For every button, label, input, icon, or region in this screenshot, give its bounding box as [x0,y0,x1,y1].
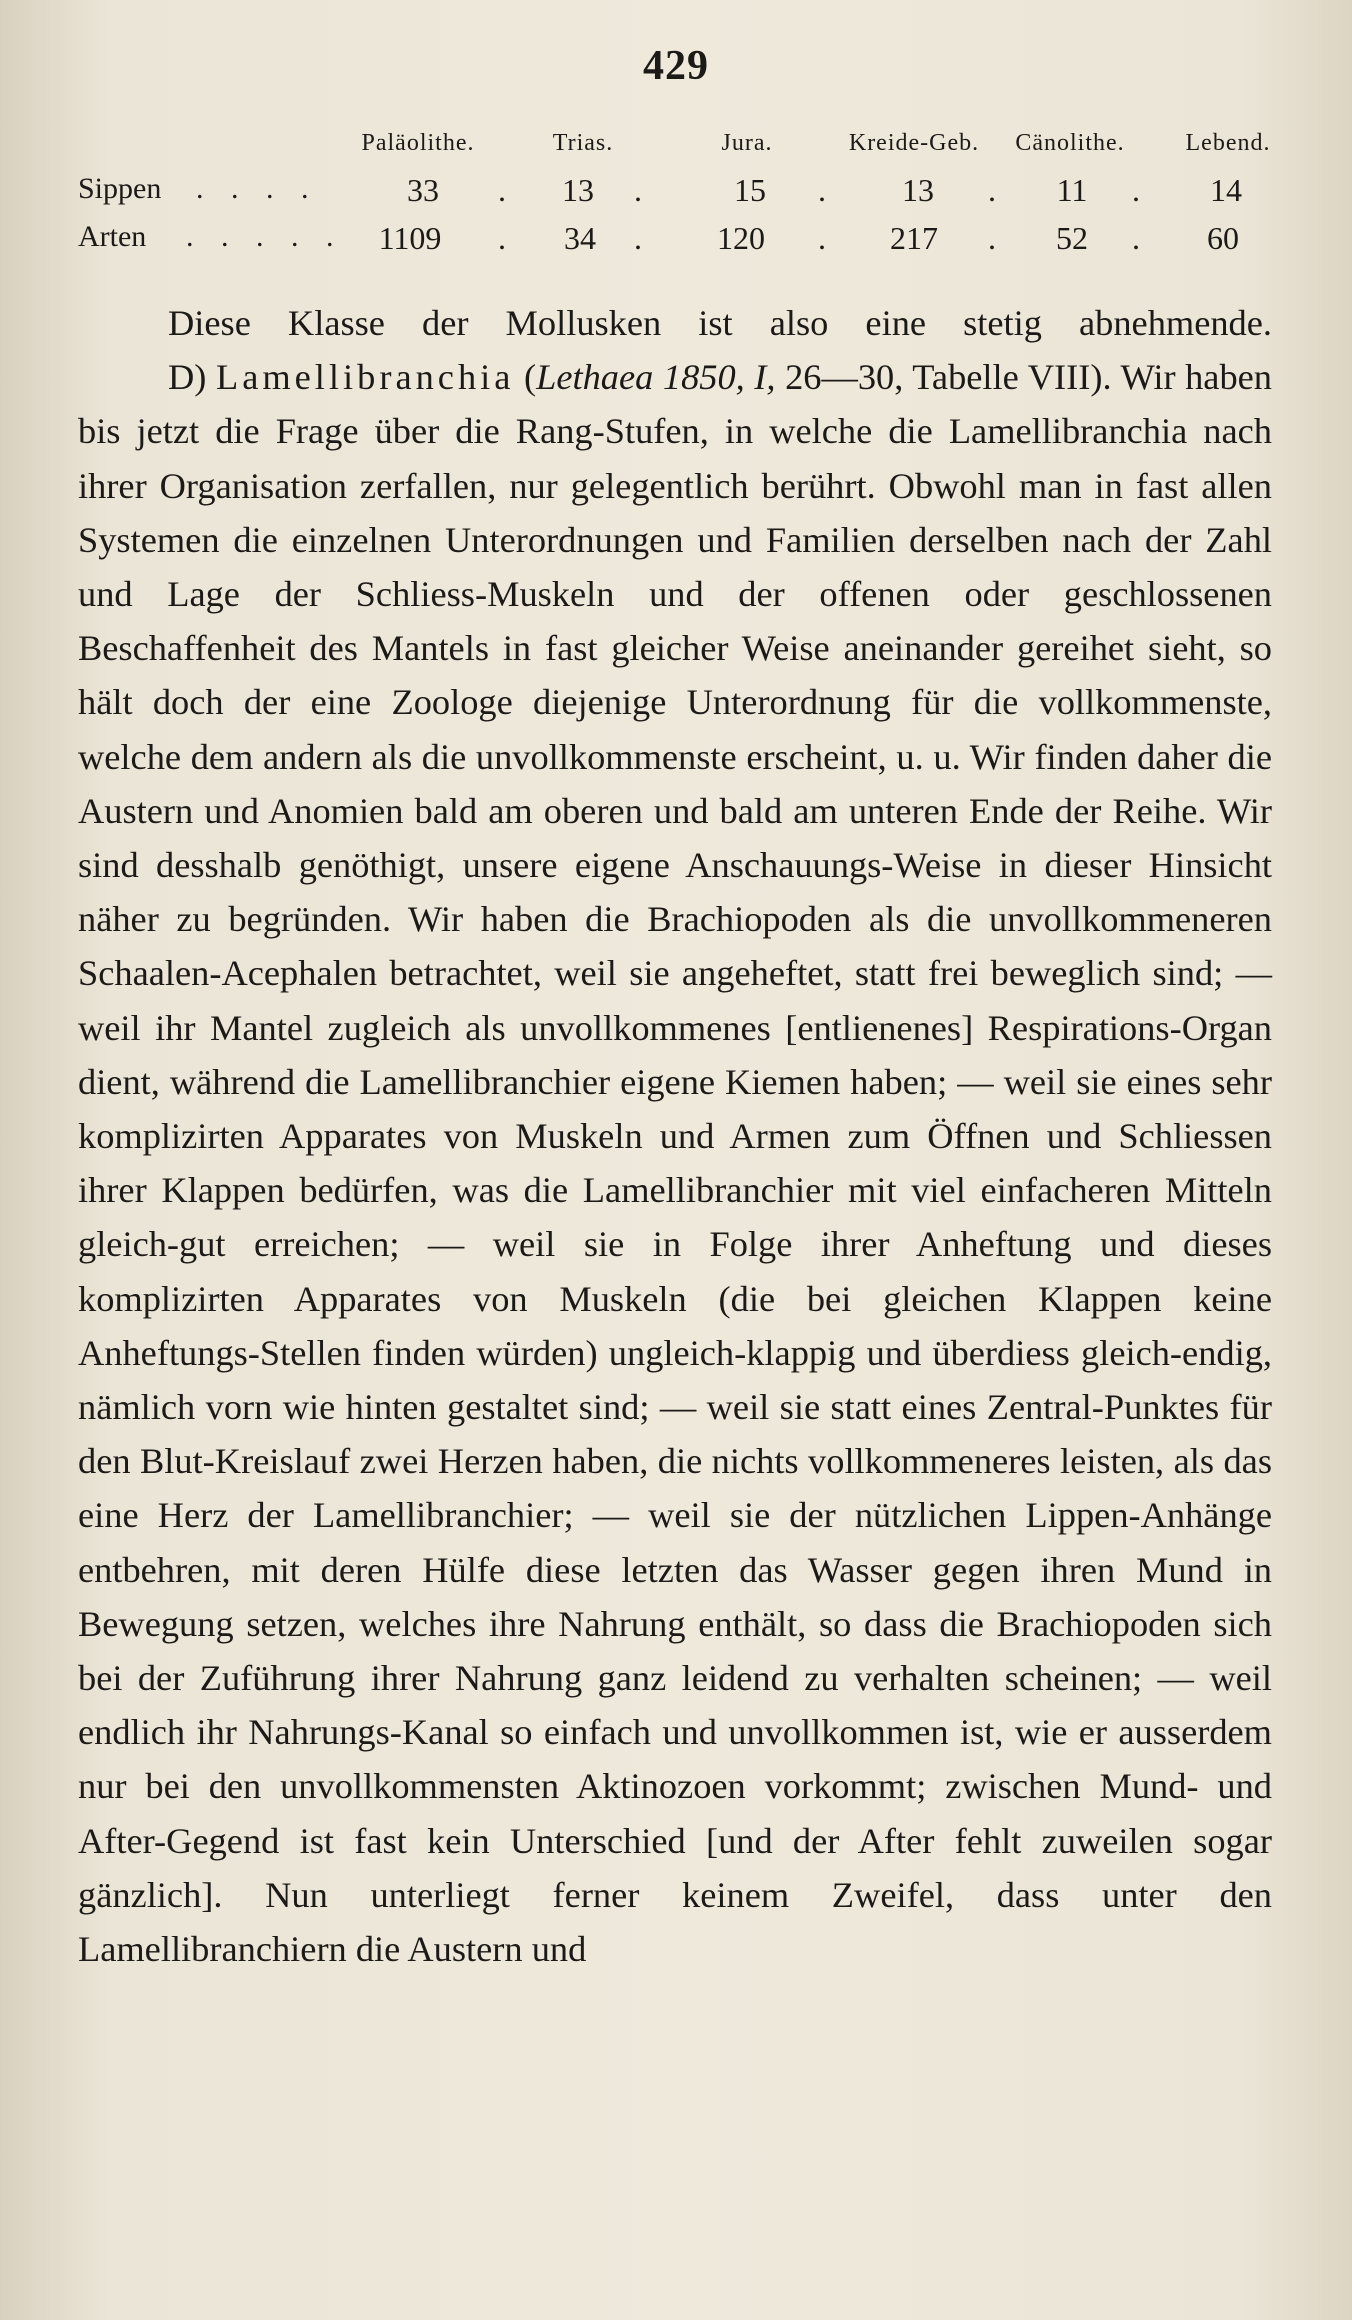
row-label-sippen: Sippen [78,172,162,205]
table-cell: 1109 [378,220,442,256]
table-cell: 52 [1056,220,1088,256]
table-cell: 13 [902,172,934,208]
cell-separator: . [818,220,826,256]
column-header-jura: Jura. [721,130,773,156]
cell-separator: . [818,172,826,208]
paragraph-lamellibranchia [78,350,1272,1976]
column-header-kreide: Kreide-Geb. [848,130,980,156]
cell-separator: . [988,172,996,208]
table-cell: 33 [407,172,439,208]
cell-separator: . [1132,220,1140,256]
column-header-palaeolithe: Paläolithe. [361,130,475,156]
section-label: D) [168,357,207,398]
table-cell: 11 [1056,172,1088,208]
page-number: 429 [643,43,709,89]
table-cell: 34 [564,220,596,256]
table-row-arten [78,220,1288,268]
cell-separator: . [1132,172,1140,208]
table-cell: 15 [734,172,766,208]
table-cell: 120 [717,220,765,256]
column-header-caenolithe: Cänolithe. [1015,130,1125,156]
cell-separator: . [634,220,642,256]
column-header-trias: Trias. [552,130,614,156]
paragraph-body: Wir haben bis jetzt die Frage über die Rang-Stufen, in welche die Lamellibranchia nach ihrer Organisation zerfallen, nur gelegentlich berührt. Obwohl man in fast allen Systemen die einzelnen Unterordnungen und Familien derselben nach der Zahl und Lage der Schliess-Muskeln und der offenen oder geschlossenen Beschaffenheit des Mantels in fast gleicher Weise aneinander gereihet sieht, so hält doch der eine Zoologe diejenige Unterordnung für die vollkommenste, welche dem andern als die unvollkommenste erscheint, u. u. Wir finden daher die Austern und Anomien bald am oberen und bald am unteren Ende der Reihe. Wir sind desshalb genöthigt, unsere eigene Anschauungs-Weise in dieser Hinsicht näher zu begründen. Wir haben die Brachiopoden als die unvollkommeneren Schaalen-Acephalen betrachtet, weil sie angeheftet, statt frei beweglich sind; — weil ihr Mantel zugleich als unvollkommenes [entlienenes] Respirations-Organ dient, während die Lamellibranchier eigene Kiemen haben; — weil sie eines sehr komplizirten Apparates von Muskeln und Armen zum Öffnen und Schliessen ihrer Klappen bedürfen, was die Lamellibranchier mit viel einfacheren Mitteln gleich-gut erreichen; — weil sie in Folge ihrer Anheftung und dieses komplizirten Apparates von Muskeln (die bei gleichen Klappen keine Anheftungs-Stellen finden würden) ungleich-klappig und überdiess gleich-endig, nämlich vorn wie hinten gestaltet sind; — weil sie statt eines Zentral-Punktes für den Blut-Kreislauf zwei Herzen haben, die nichts vollkommeneres leisten, als das eine Herz der Lamellibranchier; — weil sie der nützlichen Lippen-Anhänge entbehren, mit deren Hülfe diese letzten das Wasser gegen ihren Mund in Bewegung setzen, welches ihre Nahrung enthält, so dass die Brachiopoden sich bei der Zuführung ihrer Nahrung ganz leidend zu verhalten scheinen; — weil endlich ihr Nahrungs-Kanal so einfach und unvollkommen ist, wie er ausserdem nur bei den unvollkommensten Aktinozoen vorkommt; zwischen Mund- und After-Gegend ist fast kein Unterschied [und der After fehlt zuweilen sogar gänzlich]. Nun unterliegt ferner keinem Zweifel, dass unter den Lamellibranchiern die Austern und [78,357,1272,1970]
section-title: Lamellibranchia [215,357,515,398]
cell-separator: . [634,172,642,208]
column-header-lebend: Lebend. [1185,130,1271,156]
dot-leader: . . . . . [186,220,344,253]
paragraph-conclusion-text: Diese Klasse der Mollusken ist also eine stetig abnehmende. [168,303,1272,343]
open-paren: ( [514,357,537,398]
table-cell: 13 [562,172,594,208]
citation-detail: 26—30, Tabelle VIII). [775,357,1112,398]
cell-separator: . [498,172,506,208]
dot-leader: . . . . [196,172,319,205]
table-cell: 14 [1210,172,1242,208]
citation-source: Lethaea 1850, I, [536,357,776,398]
paragraph-conclusion [78,296,1272,350]
body-text [78,296,1272,1976]
table-row-sippen [78,172,1288,220]
row-label-arten: Arten [78,220,147,253]
table-cell: 217 [890,220,938,256]
table-header-row [78,130,1288,172]
cell-separator: . [498,220,506,256]
cell-separator: . [988,220,996,256]
statistics-table [78,130,1288,268]
table-cell: 60 [1207,220,1239,256]
